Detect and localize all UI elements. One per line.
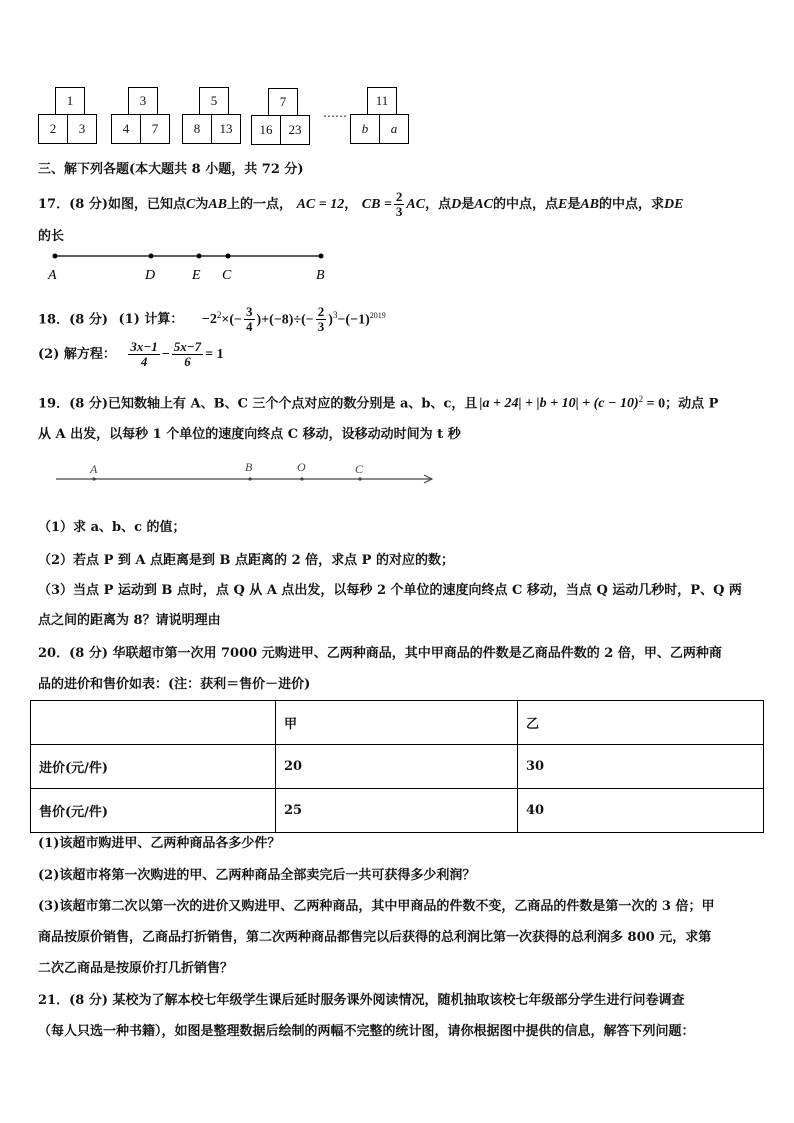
pattern-box-left: 2: [38, 114, 68, 144]
label-B: B: [316, 268, 325, 283]
table-cell: [31, 701, 276, 745]
table-cell: 进价(元/件): [31, 745, 276, 789]
question-17-line2: 的长: [38, 229, 65, 244]
pattern-box-top: 3: [128, 87, 158, 115]
label-A: A: [48, 268, 57, 283]
table-cell: 40: [518, 789, 764, 833]
label-A: A: [90, 462, 98, 476]
question-18: 18．(8 分) (1) 计算： $-2^2\times(-$ $\frac{3}{4}$ )+(−8)÷(− $\frac{2}{3}$ )$^3-(-1)^{2019}$: [38, 304, 386, 335]
question-21: 21．(8 分) 某校为了解本校七年级学生课后延时服务课外阅读情况，随机抽取该校七年级部分学生进行问卷调查: [38, 993, 685, 1008]
question-19: 19．(8 分)已知数轴上有 A、B、C 三个个点对应的数分别是 a、b、c，且 $|a + 24| + |b + 10| + (c - 10)^2 = 0$；动点 P: [38, 394, 719, 412]
label-C: C: [222, 268, 232, 283]
table-row: [31, 745, 764, 789]
pattern-box-right: 7: [140, 114, 170, 144]
segment-figure: [40, 248, 340, 284]
table-header-row: [31, 701, 764, 745]
question-19-sub3-cont: 点之间的距离为 8？请说明理由: [38, 613, 221, 628]
table-cell: 甲: [276, 701, 518, 745]
question-number: 17．(8 分): [38, 197, 108, 212]
pattern-box-top: 11: [367, 87, 397, 115]
table-cell: 20: [276, 745, 518, 789]
pattern-box-left: 4: [111, 114, 141, 144]
pattern-box-right: 23: [280, 115, 310, 145]
question-number: 18．(8 分): [38, 312, 108, 328]
section-heading: 三、解下列各题(本大题共 8 小题，共 72 分): [38, 162, 304, 177]
label-E: E: [192, 268, 201, 283]
pattern-box-right: 3: [67, 114, 97, 144]
fraction: $\frac{2}{3}$: [395, 189, 403, 219]
question-20-sub3: (3)该超市第二次以第一次的进价又购进甲、乙两种商品，其中甲商品的件数不变，乙商品的件数是第一次的 3 倍；甲: [38, 899, 715, 914]
table-cell: 乙: [518, 701, 764, 745]
label-O: O: [297, 460, 306, 474]
pattern-ellipsis: ……: [323, 106, 347, 120]
table-row: [31, 789, 764, 833]
question-19-sub2: （2）若点 P 到 A 点距离是到 B 点距离的 2 倍，求点 P 的对应的数；: [38, 553, 454, 568]
price-table: [30, 700, 764, 833]
question-17: 17．(8 分)如图，已知点C为AB上的一点， AC = 12， CB = $\frac{2}{3}$ AC，点D是AC的中点，点E是AB的中点，求DE: [38, 189, 684, 219]
point-C: [226, 254, 231, 259]
label-B: B: [245, 460, 253, 474]
question-20-line2: 品的进价和售价如表：(注：获利＝售价－进价): [38, 677, 311, 692]
question-18-part2: (2) 解方程： $\frac{3x-1}{4}$ − $\frac{5x-7}{6}$ = 1: [38, 339, 224, 369]
pattern-box-right: 13: [211, 114, 241, 144]
pattern-box-left: b: [350, 114, 380, 144]
pattern-box-left: 8: [182, 114, 212, 144]
point-A: [53, 254, 58, 259]
pattern-box-top: 7: [268, 88, 298, 116]
question-20-sub2: (2)该超市将第一次购进的甲、乙两种商品全部卖完后一共可获得多少利润？: [38, 868, 476, 883]
question-20-sub3-cont: 商品按原价销售，乙商品打折销售，第二次两种商品都售完以后获得的总利润比第一次获得的总利润多 800 元，求第: [38, 930, 712, 945]
question-20-sub1: (1)该超市购进甲、乙两种商品各多少件？: [38, 836, 281, 851]
label-C: C: [355, 462, 364, 476]
table-cell: 25: [276, 789, 518, 833]
point-D: [149, 254, 154, 259]
number-line-figure: [56, 458, 436, 488]
question-20: 20．(8 分) 华联超市第一次用 7000 元购进甲、乙两种商品，其中甲商品的件数是乙商品件数的 2 倍，甲、乙两种商: [38, 646, 722, 661]
question-19-line2: 从 A 出发，以每秒 1 个单位的速度向终点 C 移动，设移动动时间为 t 秒: [38, 427, 461, 442]
question-21-line2: （每人只选一种书籍），如图是整理数据后绘制的两幅不完整的统计图，请你根据图中提供的信息，解答下列问题：: [38, 1024, 695, 1039]
question-19-sub1: （1）求 a、b、c 的值；: [38, 520, 186, 535]
table-cell: 售价(元/件): [31, 789, 276, 833]
pattern-box-top: 1: [55, 87, 85, 115]
question-19-sub3: （3）当点 P 运动到 B 点时，点 Q 从 A 点出发，以每秒 2 个单位的速度向终点 C 移动，当点 Q 运动几秒时，P、Q 两: [38, 583, 742, 598]
question-20-sub3-cont2: 二次乙商品是按原价打几折销售？: [38, 961, 234, 976]
label-D: D: [145, 268, 156, 283]
point-E: [197, 254, 202, 259]
pattern-box-left: 16: [251, 115, 281, 145]
table-cell: 30: [518, 745, 764, 789]
pattern-box-right: a: [379, 114, 409, 144]
pattern-box-top: 5: [199, 87, 229, 115]
point-B: [319, 254, 324, 259]
